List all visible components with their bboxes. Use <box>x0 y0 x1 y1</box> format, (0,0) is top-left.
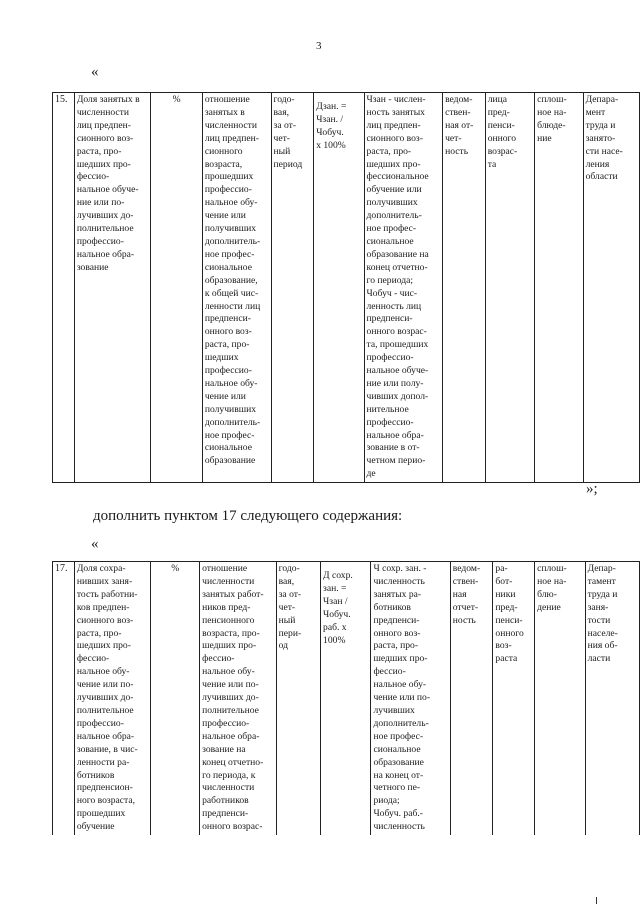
unit-cell <box>151 93 203 483</box>
responsible-body: Депарa- мент труда и занято- сти насе- ления области <box>585 94 623 183</box>
observation-unit: лица пред- пенси- онного возрас- та <box>487 94 518 170</box>
periodicity: годо- вая, за от- чет- ный период <box>273 94 303 170</box>
page-number: 3 <box>316 40 322 52</box>
unit-cell <box>151 562 200 836</box>
method-cell <box>535 93 583 483</box>
definition-cell <box>200 562 277 836</box>
definition: отношение численности занятых работ- ников пред- пенсионного возраста, про- шедших про- фессио- нальное обу- чение или по- лучивших до- полнительное профессио- нальное обра- зование на конец отчетно- го периода, к численности работников предпенси- онного возрас- <box>202 563 264 833</box>
observation-unit-cell <box>493 562 535 836</box>
indicator-table-row-17 <box>52 561 640 835</box>
unit: % <box>172 94 181 105</box>
row-number: 15. <box>55 94 68 105</box>
collection-method: сплош- ное на- блюде- ние <box>537 94 567 144</box>
unit: % <box>171 563 180 574</box>
indicator-name-cell <box>74 93 150 483</box>
opening-quote-1: « <box>91 64 99 80</box>
observation-unit: ра- бот- ники пред- пенси- онного воз- раста <box>495 563 524 665</box>
responsible-cell <box>585 562 639 836</box>
method-cell <box>535 562 585 836</box>
scan-mark <box>596 897 597 904</box>
responsible-body: Депар- тамент труда и заня- тости населе- ния об- ласти <box>587 563 618 665</box>
closing-quote: »; <box>586 481 598 497</box>
source-cell <box>443 93 486 483</box>
data-source: ведом- ствен- ная от- чет- ность <box>445 94 474 157</box>
periodicity-cell <box>276 562 320 836</box>
variables: Ч сохр. зан. - численность занятых ра- ботников предпенси- онного воз- раста, про- шедших про- фессио- нальное обу- чение или по- лучивших дополнитель- ное профес- сиональное образование на конец от- четного пе- риода; Чобуч. раб.- численность <box>373 563 431 833</box>
data-source: ведом- ствен- ная отчет- ность <box>452 563 481 626</box>
formula: Д сохр. зан. = Чзан / Чобуч. раб. х 100% <box>323 570 353 646</box>
periodicity: годо- вая, за от- чет- ный пери- од <box>278 563 302 652</box>
amendment-instruction: дополнить пунктом 17 следующего содержания: <box>93 508 403 524</box>
indicator-table-row-15 <box>52 92 640 483</box>
variables-cell <box>371 562 450 836</box>
opening-quote-2: « <box>91 536 99 552</box>
definition: отношение занятых в численности лиц предпен- сионного возраста, прошедших профессио- нальное обу- чение или получивших дополнитель- ное профес- сиональное образование, к общей чис- ленности лиц предпенси- онного воз- раста, про- шедших профессио- нальное обу- чение или получивших дополнитель- ное профес- сиональное образование <box>204 94 261 467</box>
row-number-cell <box>53 93 75 483</box>
table-row <box>53 562 640 836</box>
source-cell <box>450 562 493 836</box>
periodicity-cell <box>271 93 314 483</box>
indicator-name: Доля сохра- нивших заня- тость работни- ков предпен- сионного воз- раста, про- шедших про- фессио- нальное обу- чение или по- лучивших до- полнительное профессио- нальное обра- зование, в чис- ленности ра- ботников предпенсион- ного возраста, прошедших обучение <box>76 563 138 833</box>
observation-unit-cell <box>485 93 534 483</box>
variables-cell <box>364 93 443 483</box>
formula-cell <box>314 93 364 483</box>
indicator-name: Доля занятых в численности лиц предпен- сионного воз- раста, про- шедших про- фессио- нальное обуче- ние или по- лучивших до- полнительное профессио- нальное обра- зование <box>76 94 140 273</box>
variables: Чзан - числен- ность занятых лиц предпен- сионного воз- раста, про- шедших про- фессиональное обучение или получивших дополнитель- ное профес- сиональное образование на конец отчетно- го периода; Чобуч - чис- ленность лиц предпенси- онного возрас- та, прошедших профессио- нальное обуче- ние или полу- чивших допол- нительное профессио- нальное обра- зование в от- четном перио- де <box>366 94 429 480</box>
collection-method: сплош- ное на- блю- дение <box>537 563 567 613</box>
definition-cell <box>202 93 271 483</box>
responsible-cell <box>583 93 639 483</box>
table-row <box>53 93 640 483</box>
indicator-name-cell <box>74 562 151 836</box>
formula: Дзан. = Чзан. / Чобуч. х 100% <box>316 101 347 151</box>
row-number-cell <box>53 562 75 836</box>
formula-cell <box>321 562 371 836</box>
row-number: 17. <box>55 563 68 574</box>
